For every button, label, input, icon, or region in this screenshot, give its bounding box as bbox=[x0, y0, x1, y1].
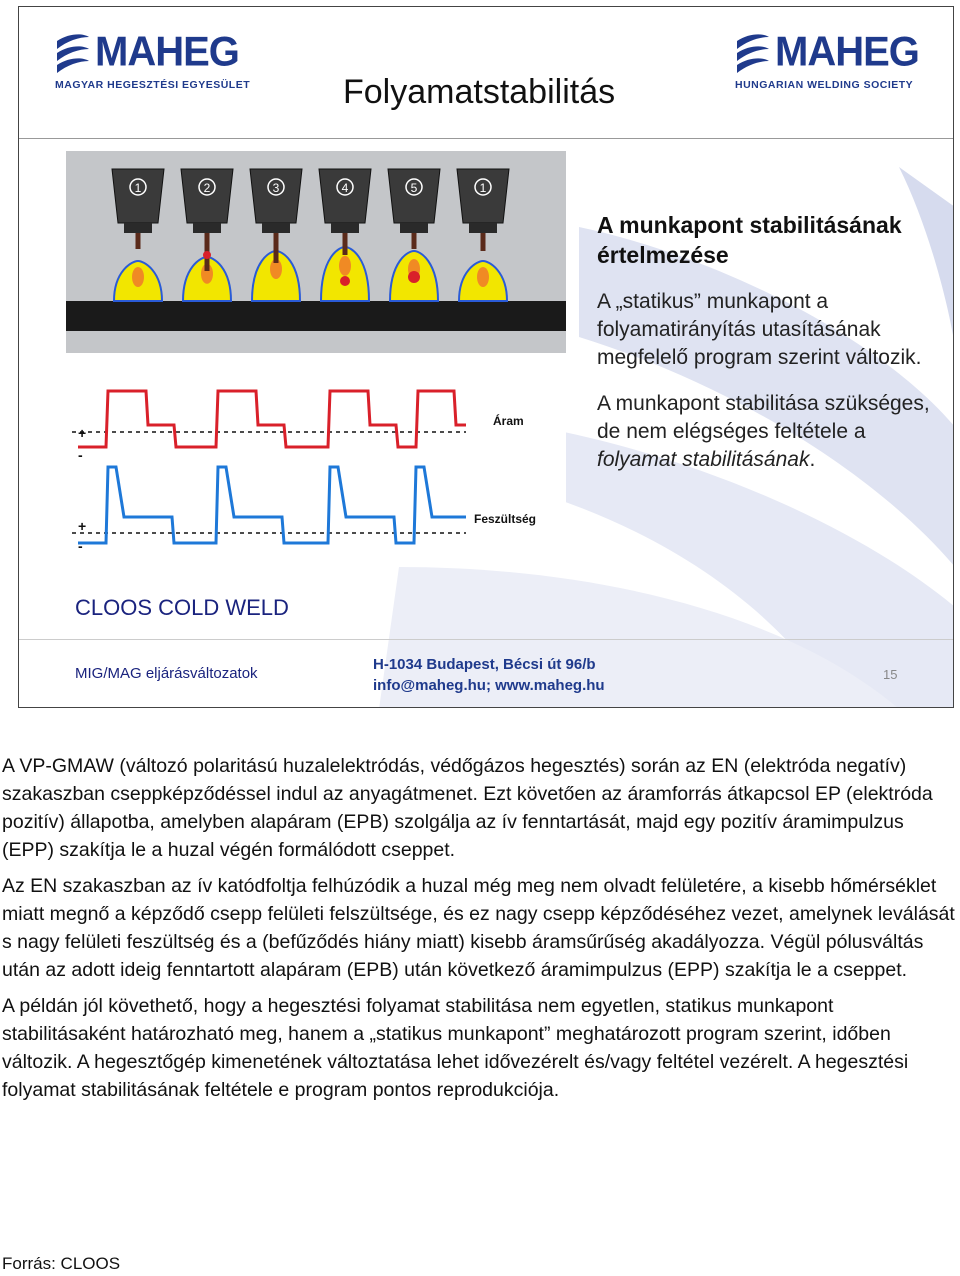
droplet bbox=[203, 251, 211, 259]
body-paragraph-1: A VP-GMAW (változó polaritású huzalelektródás, védőgázos hegesztés) során az EN (elektróda negatív) szakaszban cseppképződéssel indul az anyagátmenet. Ezt követően az áramforrás átkapcsol EP (elektróda pozitív) állapotba, amelyben alapáram (EPB) szolgálja az ív fenntartását, majd egy pozitív áramimpulzus (EPP) szakítja le a huzal végén formálódott cseppet. bbox=[2, 755, 933, 861]
stage-number: 1 bbox=[479, 181, 487, 195]
cold-weld-figure bbox=[66, 151, 566, 563]
contact-tube bbox=[250, 169, 302, 223]
nozzle-tip bbox=[262, 223, 290, 233]
body-paragraph-2: Az EN szakaszban az ív katódfoltja felhúzódik a huzal még meg nem olvadt felületére, a kisebb hőmérséklet miatt megnő a képződő csepp felületi felszültsége, és ez nagy csepp képződéséhez vezet, amelynek leválását s nagy felületi feszültség és a (befűződés hiány miatt) kisebb áramsűrűség akadályozza. Végül pólusváltás után az adott ideig fenntartott alapáram (EPB) után következő áramimpulzus (EPP) szakítja le a cseppet. bbox=[2, 875, 955, 981]
nozzle-tip bbox=[469, 223, 497, 233]
right-heading: A munkapont stabilitásának értelmezése bbox=[597, 212, 902, 268]
page-number: 15 bbox=[883, 667, 898, 682]
footer-address: H-1034 Budapest, Bécsi út 96/b bbox=[373, 656, 596, 673]
right-paragraph-2 bbox=[597, 390, 937, 474]
logo-subtitle: HUNGARIAN WELDING SOCIETY bbox=[735, 79, 914, 91]
wire-electrode bbox=[274, 233, 279, 263]
arc-core bbox=[132, 267, 144, 287]
figure-caption: CLOOS COLD WELD bbox=[75, 595, 289, 620]
nozzle-tip bbox=[193, 223, 221, 233]
maheg-logo-left bbox=[55, 29, 250, 91]
right-paragraph-1: A „statikus” munkapont a folyamatirányítás utasításának megfelelő program szerint változik. bbox=[597, 290, 922, 369]
maheg-swoosh-icon bbox=[55, 29, 91, 75]
source-line: Forrás: CLOOS bbox=[2, 1254, 121, 1273]
maheg-logo-right bbox=[735, 29, 919, 91]
contact-tube bbox=[319, 169, 371, 223]
droplet bbox=[340, 276, 350, 286]
nozzle-tip bbox=[331, 223, 359, 233]
stage-number: 2 bbox=[203, 181, 211, 195]
body-text bbox=[2, 752, 956, 1112]
stage-number: 4 bbox=[341, 181, 349, 195]
voltage-plus-sign: + bbox=[78, 518, 87, 534]
footer-topic: MIG/MAG eljárásváltozatok bbox=[75, 665, 258, 682]
stage-number: 3 bbox=[272, 181, 280, 195]
right-p2-text: A munkapont stabilitása szükséges, de nem elégséges feltétele a bbox=[597, 392, 930, 443]
droplet bbox=[408, 271, 420, 283]
nozzle-tip bbox=[400, 223, 428, 233]
wire-electrode bbox=[412, 233, 417, 249]
contact-tube bbox=[181, 169, 233, 223]
voltage-minus-sign: - bbox=[78, 538, 83, 554]
footer-address-block bbox=[373, 654, 605, 696]
logo-subtitle: MAGYAR HEGESZTÉSI EGYESÜLET bbox=[55, 79, 251, 91]
stage-number: 1 bbox=[134, 181, 142, 195]
arc-core bbox=[339, 256, 351, 276]
right-p2-italic: folyamat stabilitásának bbox=[597, 448, 810, 471]
workpiece-plate bbox=[66, 301, 566, 331]
right-panel bbox=[597, 210, 937, 492]
current-minus-sign: - bbox=[78, 447, 83, 463]
right-p2-period: . bbox=[809, 448, 816, 471]
slide bbox=[18, 6, 954, 708]
contact-tube bbox=[388, 169, 440, 223]
wire-electrode bbox=[136, 233, 141, 249]
arc-core bbox=[477, 267, 489, 287]
wire-electrode bbox=[481, 233, 486, 251]
slide-title: Folyamatstabilitás bbox=[343, 73, 616, 111]
wire-electrode bbox=[343, 233, 348, 255]
nozzle-tip bbox=[124, 223, 152, 233]
contact-tube bbox=[112, 169, 164, 223]
current-label: Áram bbox=[493, 414, 524, 428]
maheg-swoosh-icon bbox=[735, 29, 771, 75]
title-divider bbox=[19, 138, 954, 139]
contact-tube bbox=[457, 169, 509, 223]
current-plus-sign: + bbox=[78, 425, 87, 441]
footer-contact: info@maheg.hu; www.maheg.hu bbox=[373, 677, 605, 694]
stage-number: 5 bbox=[410, 181, 418, 195]
body-paragraph-3: A példán jól követhető, hogy a hegesztési folyamat stabilitása nem egyetlen, statikus munkapont stabilitásaként határozható meg, hanem a „statikus munkapont” meghatározott program szerint, időben változik. A hegesztőgép kimenetének változtatása lehet idővezérelt és/vagy feltétel vezérelt. A hegesztési folyamat stabilitásának feltétele e program pontos reprodukciója. bbox=[2, 995, 909, 1101]
logo-wordmark: MAHEG bbox=[775, 28, 919, 76]
voltage-label: Feszültség bbox=[474, 512, 537, 526]
footer-divider bbox=[19, 639, 954, 640]
logo-wordmark: MAHEG bbox=[95, 28, 239, 76]
